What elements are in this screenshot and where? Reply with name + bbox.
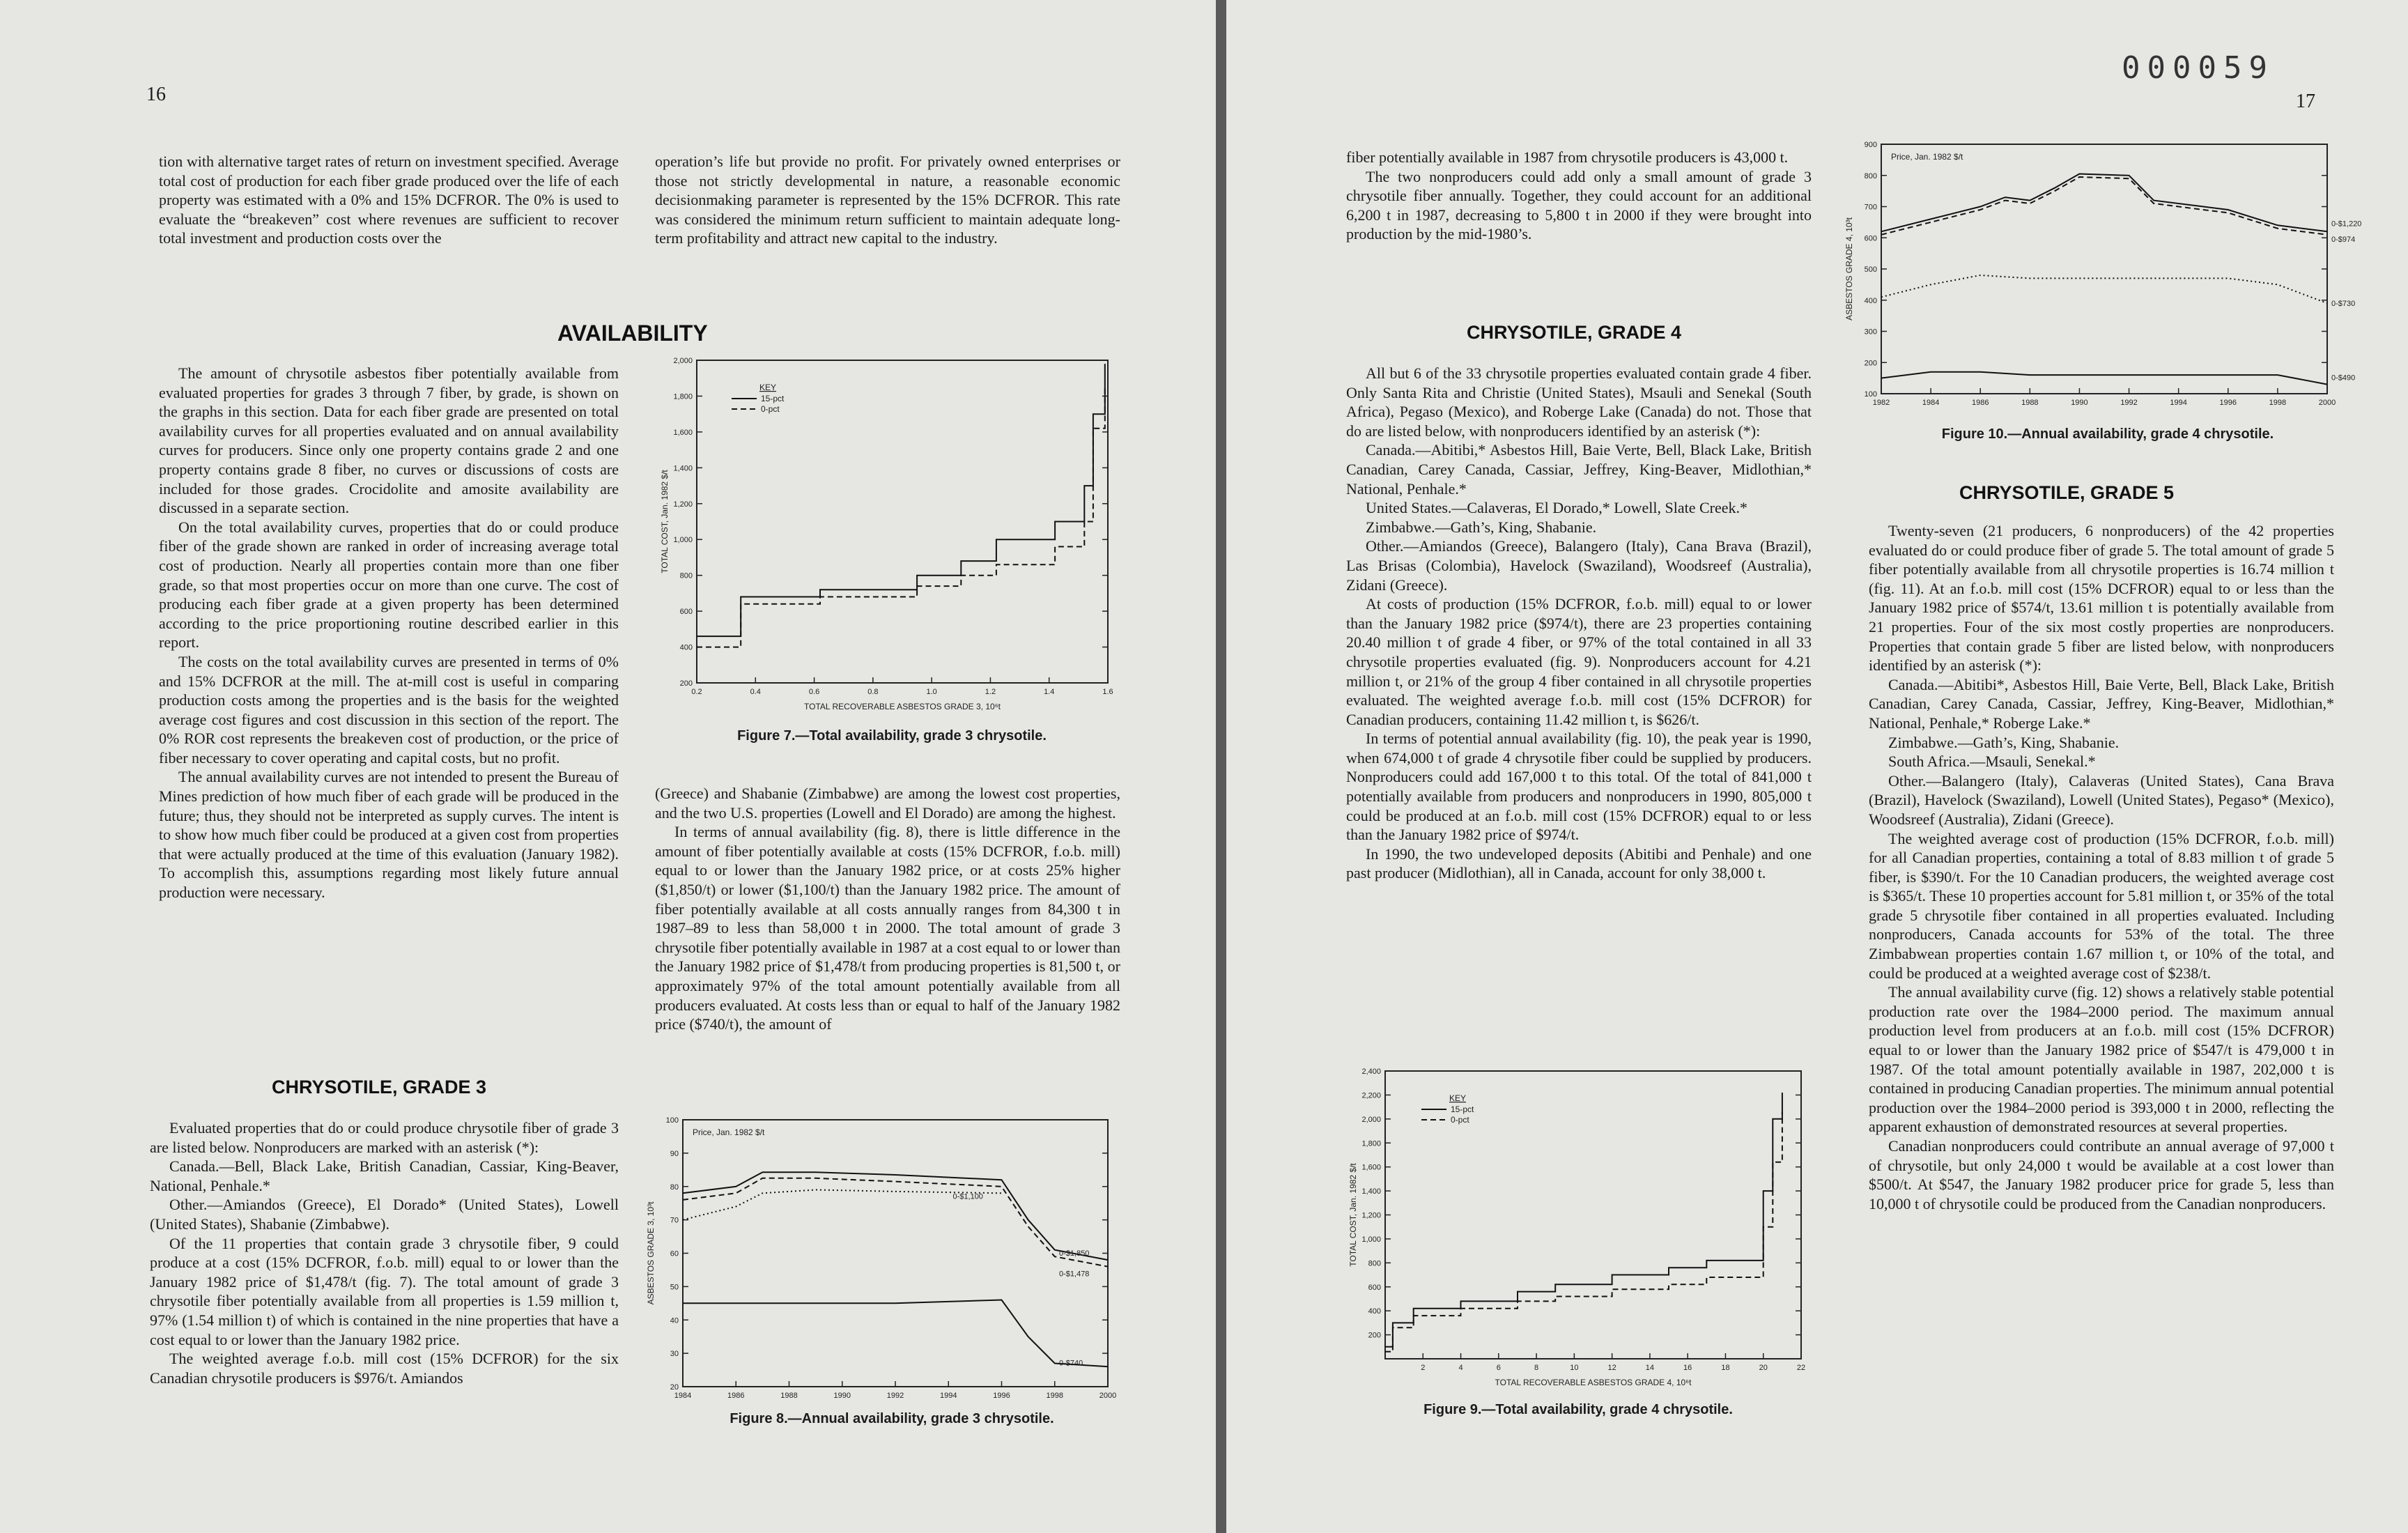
- x-tick-label: 1.2: [985, 688, 996, 696]
- y-tick-label: 100: [665, 1116, 679, 1125]
- x-tick-label: 18: [1721, 1364, 1730, 1372]
- x-tick-label: 1994: [940, 1392, 957, 1400]
- x-tick-label: 1.6: [1102, 688, 1113, 696]
- heading-grade5: CHRYSOTILE, GRADE 5: [1959, 482, 2175, 503]
- x-tick-label: 1986: [1971, 399, 1989, 407]
- paragraph: fiber potentially available in 1987 from chrysotile producers is 43,000 t.: [1346, 148, 1789, 166]
- y-tick-label: 1,800: [673, 392, 693, 401]
- x-tick-label: 2: [1421, 1364, 1426, 1372]
- x-tick-label: 1992: [886, 1392, 904, 1400]
- right-column-1-top: [1346, 148, 1812, 244]
- y-tick-label: 1,000: [1361, 1235, 1381, 1244]
- x-tick-label: 1994: [2170, 399, 2187, 407]
- y-tick-label: 40: [670, 1316, 679, 1325]
- paragraph: (Greece) and Shabanie (Zimbabwe) are among the lowest cost properties, and the two U.S. properties (Lowell and El Dorado) are among the highest.: [655, 785, 1120, 822]
- paragraph: In terms of annual availability (fig. 8), there is little difference in the amount of fiber potentially available at costs (15% DCFROR, f.o.b. mill) equal to or lower than the January 1982 price, or at costs 25% higher ($1,850/t) or lower ($1,100/t) than the January 1982 price. The amount of fiber potentially available at all costs annually ranges from 84,300 t in 1987–89 to less than 58,000 t in 2000. The total amount of grade 3 chrysotile fiber potentially available in 1987 at a cost equal to or lower than the January 1982 price of $1,478/t from producing properties is 81,500 t, or approximately 97% of the total amount potentially available from all producers evaluated. At costs less than or equal to half of the January 1982 price ($740/t), the amount of: [655, 823, 1120, 1033]
- series-line: [697, 364, 1105, 636]
- right-column-1-middle: [1346, 364, 1812, 883]
- paragraph: In terms of potential annual availability (fig. 10), the peak year is 1990, when 674,000 t of grade 4 chrysotile fiber could be supplied by producers. Nonproducers could add 167,000 t to this total. Of the total of 841,000 t potentially available from producers and nonproducers in 1990, 805,000 t could be produced at an f.o.b. mill cost (15% DCFROR) equal to or less than the January 1982 price of $974/t.: [1346, 730, 1812, 844]
- x-tick-label: 0.6: [808, 688, 820, 696]
- y-tick-label: 600: [679, 608, 693, 617]
- series-line: [683, 1172, 1108, 1260]
- y-tick-label: 1,200: [673, 500, 693, 509]
- paragraph: Canada.—Abitibi*, Asbestos Hill, Baie Verte, Bell, Black Lake, British Canadian, Carey Canada, Cassiar, Jeffrey, King-Beaver, Midlothian,* National, Penhale,* Roberge Lake.*: [1869, 675, 2334, 732]
- left-column-1-top: [159, 152, 619, 248]
- x-tick-label: 1996: [993, 1392, 1010, 1400]
- y-tick-label: 1,000: [673, 536, 693, 545]
- series-end-label: 0-$1,850: [1059, 1249, 1090, 1258]
- x-tick-label: 1986: [727, 1392, 745, 1400]
- series-end-label: 0-$490: [2331, 373, 2356, 383]
- y-tick-label: 1,800: [1361, 1139, 1381, 1148]
- series-line: [683, 1300, 1108, 1367]
- paragraph: The two nonproducers could add only a small amount of grade 3 chrysotile fiber annually. Together, they could account for an additional 6,200 t in 1987, decreasing to 5,800 t in 2000 if they were brought into production by the mid-1980’s.: [1346, 167, 1812, 243]
- x-tick-label: 1998: [1046, 1392, 1063, 1400]
- paragraph: South Africa.—Msauli, Senekal.*: [1888, 753, 2096, 771]
- figure-7-caption: Figure 7.—Total availability, grade 3 chrysotile.: [737, 728, 1047, 744]
- y-tick-label: 60: [670, 1249, 679, 1258]
- legend-item: 0-pct: [1451, 1115, 1469, 1125]
- y-tick-label: 800: [1864, 171, 1877, 180]
- legend-title: KEY: [1449, 1093, 1467, 1103]
- series-end-label: 0-$740: [1059, 1359, 1083, 1368]
- series-end-label: 0-$730: [2331, 300, 2356, 309]
- x-tick-label: 10: [1570, 1364, 1579, 1372]
- left-column-2-top: [655, 152, 1120, 248]
- paragraph: On the total availability curves, properties that do or could produce fiber of the grade shown are ranked in order of increasing average total cost of production. Nearly all properties contain more than one fiber grade, so that most properties occur on more than one curve. The cost of producing each fiber grade at a given property has been determined according to the price proportioning routine described earlier in this report.: [159, 518, 619, 652]
- paragraph: Twenty-seven (21 producers, 6 nonproducers) of the 42 properties evaluated do or could produce fiber of grade 5. The total amount of grade 5 fiber potentially available from all chrysotile properties is 16.74 million t (fig. 11). At an f.o.b. mill cost (15% DCFROR) equal to or less than the January 1982 price of $574/t, 13.61 million t is potentially available from 21 properties. Four of the six most costly properties are nonproducers. Properties that contain grade 5 fiber are listed below, with nonproducers identified by an asterisk (*):: [1869, 522, 2334, 675]
- x-tick-label: 20: [1759, 1364, 1768, 1372]
- series-end-label: 0-$974: [2331, 235, 2356, 244]
- series-line: [697, 387, 1105, 647]
- x-tick-label: 1990: [833, 1392, 851, 1400]
- y-tick-label: 80: [670, 1183, 679, 1192]
- y-tick-label: 600: [1864, 234, 1877, 243]
- x-tick-label: 0.8: [867, 688, 879, 696]
- paragraph: Other.—Balangero (Italy), Calaveras (United States), Cana Brava (Brazil), Havelock (Swaziland), Lowell (United States), Pegaso* (Mexico), Woodsreef (Australia), Zidani (Greece).: [1869, 771, 2334, 828]
- paragraph: operation’s life but provide no profit. For privately owned enterprises or those not strictly developmental in nature, a reasonable economic decisionmaking parameter is represented by the 15% DCFROR. This rate was considered the minimum return sufficient to maintain adequate long-term profitability and attract new capital to the industry.: [655, 153, 1120, 247]
- x-tick-label: 1984: [1922, 399, 1940, 407]
- x-tick-label: 1.4: [1044, 688, 1055, 696]
- page-number: 16: [146, 84, 166, 105]
- paragraph: Canadian nonproducers could contribute an annual average of 97,000 t of chrysotile, but only 24,000 t would be available at a cost lower than $500/t. At $547, the January 1982 producer price for grade 5, less than 10,000 t of chrysotile could be produced from the Canadian nonproducers.: [1869, 1137, 2334, 1212]
- paragraph: Other.—Amiandos (Greece), Balangero (Italy), Cana Brava (Brazil), Las Brisas (Colombia), Havelock (Swaziland), Woodsreef (Australia), Zidani (Greece).: [1346, 537, 1812, 594]
- x-tick-label: 1984: [674, 1392, 692, 1400]
- right-page: [1226, 0, 2408, 1533]
- heading-grade3: CHRYSOTILE, GRADE 3: [272, 1077, 487, 1097]
- x-tick-label: 0.2: [691, 688, 702, 696]
- y-tick-label: 600: [1368, 1283, 1381, 1292]
- paragraph: Zimbabwe.—Gath’s, King, Shabanie.: [1366, 518, 1597, 536]
- y-tick-label: 200: [679, 679, 693, 688]
- paragraph: Of the 11 properties that contain grade 3 chrysotile fiber, 9 could produce at a cost (15% DCFROR, f.o.b. mill) equal to or lower than the January 1982 price of $1,478/t (fig. 7). The total amount of grade 3 chrysotile fiber potentially available from all properties is 1.59 million t, 97% (1.54 million t) of which is contained in the nine properties that have a cost equal to or lower than the January 1982 price.: [150, 1234, 619, 1348]
- x-axis-label: TOTAL RECOVERABLE ASBESTOS GRADE 4, 10⁶t: [1495, 1378, 1692, 1387]
- chart-annotation: Price, Jan. 1982 $/t: [693, 1127, 765, 1137]
- x-tick-label: 1998: [2269, 399, 2287, 407]
- y-tick-label: 800: [679, 571, 693, 580]
- y-tick-label: 1,400: [1361, 1187, 1381, 1196]
- y-tick-label: 700: [1864, 203, 1877, 212]
- x-tick-label: 6: [1496, 1364, 1501, 1372]
- y-tick-label: 1,600: [673, 428, 693, 437]
- paragraph: At costs of production (15% DCFROR, f.o.b. mill) equal to or lower than the January 1982 price ($974/t), there are 23 properties containing 20.40 million t of grade 4 fiber, or 97% of the total contained in all 33 chrysotile properties evaluated (fig. 9). Nonproducers account for 4.21 million t, or 21% of the group 4 fiber contained in all chrysotile properties evaluated. The weighted average f.o.b. mill cost (15% DCFROR) for Canadian producers, containing 11.42 million t, is $626/t.: [1346, 595, 1812, 728]
- x-tick-label: 0.4: [750, 688, 761, 696]
- figure-9-caption: Figure 9.—Total availability, grade 4 chrysotile.: [1423, 1402, 1733, 1417]
- y-tick-label: 100: [1864, 390, 1877, 399]
- x-tick-label: 1996: [2219, 399, 2237, 407]
- y-tick-label: 400: [1864, 296, 1877, 305]
- heading-grade4: CHRYSOTILE, GRADE 4: [1467, 322, 1682, 343]
- paragraph: Canada.—Bell, Black Lake, British Canadian, Cassiar, King-Beaver, National, Penhale.*: [150, 1157, 619, 1194]
- series-line: [1385, 1093, 1782, 1347]
- paragraph: The weighted average f.o.b. mill cost (15% DCFROR) for the six Canadian chrysotile producers is $976/t. Amiandos: [150, 1350, 619, 1387]
- y-tick-label: 2,400: [1361, 1068, 1381, 1076]
- x-tick-label: 2000: [2318, 399, 2336, 407]
- x-tick-label: 1.0: [926, 688, 937, 696]
- paragraph: The annual availability curves are not intended to present the Bureau of Mines prediction of how much fiber of each grade will be produced in the future; thus, they should not be interpreted as supply curves. The intent is to show how much fiber could be produced at a given cost from properties that were actually produced at the time of this evaluation (January 1982). To accomplish this, assumptions regarding most likely future annual production were necessary.: [159, 768, 619, 902]
- left-column-1-middle: [159, 364, 619, 902]
- x-tick-label: 16: [1683, 1364, 1692, 1372]
- y-tick-label: 200: [1864, 359, 1877, 368]
- left-column-1-bottom: [150, 1118, 619, 1387]
- x-tick-label: 1988: [780, 1392, 798, 1400]
- legend-title: KEY: [759, 383, 777, 392]
- y-tick-label: 2,200: [1361, 1091, 1381, 1100]
- left-column-2-middle: [655, 784, 1120, 1034]
- plot-frame: [683, 1120, 1108, 1387]
- y-tick-label: 400: [1368, 1307, 1381, 1316]
- y-axis-label: TOTAL COST, Jan. 1982 $/t: [1348, 1163, 1358, 1267]
- paragraph: Other.—Amiandos (Greece), El Dorado* (United States), Lowell (United States), Shabanie (Zimbabwe).: [150, 1196, 619, 1233]
- legend-item: 0-pct: [761, 404, 780, 414]
- x-tick-label: 1990: [2071, 399, 2088, 407]
- chart-annotation: Price, Jan. 1982 $/t: [1891, 152, 1963, 162]
- paragraph: tion with alternative target rates of return on investment specified. Average total cost of production for each fiber grade produced over the life of each property was estimated with a 0% and 15% DCFROR. The 0% is used to evaluate the “breakeven” cost where revenues are sufficient to recover total investment and production costs over the: [159, 153, 619, 247]
- y-tick-label: 2,000: [673, 357, 693, 365]
- page-number: 17: [2296, 91, 2315, 112]
- y-axis-label: ASBESTOS GRADE 4, 10³t: [1844, 217, 1854, 321]
- x-tick-label: 12: [1607, 1364, 1616, 1372]
- x-tick-label: 1992: [2120, 399, 2138, 407]
- figure-8-chart: [648, 1111, 1122, 1404]
- x-tick-label: 14: [1645, 1364, 1655, 1372]
- series-end-label: 0-$1,100: [952, 1192, 983, 1201]
- y-tick-label: 300: [1864, 328, 1877, 337]
- heading-availability: AVAILABILITY: [557, 321, 708, 346]
- paragraph: United States.—Calaveras, El Dorado,* Lowell, Slate Creek.*: [1366, 499, 1748, 517]
- series-line: [1881, 275, 2327, 303]
- paragraph: Zimbabwe.—Gath’s, King, Shabanie.: [1888, 733, 2120, 751]
- x-tick-label: 1982: [1872, 399, 1890, 407]
- y-tick-label: 200: [1368, 1331, 1381, 1340]
- paragraph: The annual availability curve (fig. 12) shows a relatively stable potential production rate over the 1984–2000 period. The maximum annual production level from producers at an f.o.b. mill cost (15% DCFROR) equal to or lower than the January 1982 price of $547/t is 479,000 t in 1987. Of the total amount potentially available in 1987, 202,000 t is contained in producing Canadian properties. The minimum annual potential production over the 1984–2000 period is 393,000 t in 2000, reflecting the apparent exhaustion of demonstrated resources at several properties.: [1869, 983, 2334, 1136]
- plot-frame: [1881, 144, 2327, 394]
- paragraph: In 1990, the two undeveloped deposits (Abitibi and Penhale) and one past producer (Midlothian), all in Canada, account for only 38,000 t.: [1346, 845, 1812, 882]
- y-tick-label: 500: [1864, 265, 1877, 274]
- figure-10-chart: [1839, 136, 2369, 415]
- paragraph: The costs on the total availability curves are presented in terms of 0% and 15% DCFROR at the mill. The at-mill cost is useful in comparing production costs among the properties and is the basis for the weighted average cost figures and cost discussion in this section of the report. The 0% ROR cost represents the breakeven cost of production, or the price of fiber necessary to cover operating and capital costs, but no profit.: [159, 652, 619, 766]
- y-tick-label: 1,200: [1361, 1211, 1381, 1220]
- x-tick-label: 1988: [2021, 399, 2039, 407]
- y-tick-label: 900: [1864, 141, 1877, 149]
- series-line: [1385, 1112, 1782, 1352]
- paragraph: All but 6 of the 33 chrysotile properties evaluated contain grade 4 fiber. Only Santa Rita and Christie (United States), Msauli and Senekal (South Africa), Pegaso (Mexico), and Roberge Lake (Canada) do not. Those that do are listed below, with nonproducers identified by an asterisk (*):: [1346, 364, 1812, 440]
- figure-10-caption: Figure 10.—Annual availability, grade 4 chrysotile.: [1941, 426, 2274, 442]
- series-end-label: 0-$1,478: [1059, 1270, 1090, 1279]
- y-tick-label: 1,600: [1361, 1163, 1381, 1172]
- x-tick-label: 2000: [1099, 1392, 1117, 1400]
- right-column-2-middle: [1869, 521, 2334, 1213]
- x-tick-label: 22: [1796, 1364, 1806, 1372]
- figure-7-chart: [648, 352, 1122, 728]
- x-tick-label: 8: [1534, 1364, 1539, 1372]
- y-tick-label: 400: [679, 643, 693, 652]
- series-line: [1881, 372, 2327, 385]
- y-tick-label: 1,400: [673, 464, 693, 473]
- series-end-label: 0-$1,220: [2331, 219, 2362, 229]
- y-axis-label: TOTAL COST, Jan. 1982 $/t: [660, 470, 670, 573]
- y-tick-label: 30: [670, 1350, 679, 1359]
- legend-item: 15-pct: [761, 394, 785, 403]
- figure-9-chart: [1331, 1063, 1812, 1390]
- paragraph: The amount of chrysotile asbestos fiber potentially available from evaluated properties for grades 3 through 7 fiber, by grade, is shown on the graphs in this section. Data for each fiber grade are presented on total availability curves for all properties evaluated and on annual availability curves for producers. Since only one property contains grade 2 and one property contains grade 8 fiber, no curves or discussions of costs are included for those grades. Crocidolite and amosite availability are discussed in a separate section.: [159, 364, 619, 517]
- y-tick-label: 70: [670, 1216, 679, 1225]
- plot-frame: [1385, 1071, 1801, 1359]
- y-tick-label: 2,000: [1361, 1115, 1381, 1124]
- plot-frame: [697, 360, 1108, 683]
- x-tick-label: 4: [1458, 1364, 1463, 1372]
- y-axis-label: ASBESTOS GRADE 3, 10³t: [646, 1201, 656, 1305]
- y-tick-label: 800: [1368, 1259, 1381, 1268]
- paragraph: Canada.—Abitibi,* Asbestos Hill, Baie Verte, Bell, Black Lake, British Canadian, Carey Canada, Cassiar, Jeffrey, King-Beaver, Midlothian,* National, Penhale.*: [1346, 441, 1812, 498]
- y-tick-label: 50: [670, 1283, 679, 1292]
- paragraph: Evaluated properties that do or could produce chrysotile fiber of grade 3 are listed below. Nonproducers are marked with an asterisk (*):: [150, 1119, 619, 1156]
- y-tick-label: 90: [670, 1149, 679, 1158]
- y-tick-label: 20: [670, 1383, 679, 1392]
- paragraph: The weighted average cost of production (15% DCFROR, f.o.b. mill) for all Canadian properties, containing a total of 8.83 million t of grade 5 fiber, is $390/t. For the 10 Canadian producers, the weighted average cost is $365/t. These 10 properties account for 5.81 million t, or 35% of the total grade 5 chrysotile fiber contained in all properties evaluated. Including nonproducers, Canada accounts for 53% of the total. The three Zimbabwean properties contain 1.67 million t, or 10% of the total, and could be produced at a weighted average cost of $238/t.: [1869, 829, 2334, 982]
- figure-8-caption: Figure 8.—Annual availability, grade 3 chrysotile.: [730, 1411, 1054, 1426]
- document-stamp: 000059: [2122, 50, 2274, 86]
- series-line: [1881, 177, 2327, 235]
- legend-item: 15-pct: [1451, 1104, 1474, 1114]
- x-axis-label: TOTAL RECOVERABLE ASBESTOS GRADE 3, 10⁶t: [804, 702, 1001, 711]
